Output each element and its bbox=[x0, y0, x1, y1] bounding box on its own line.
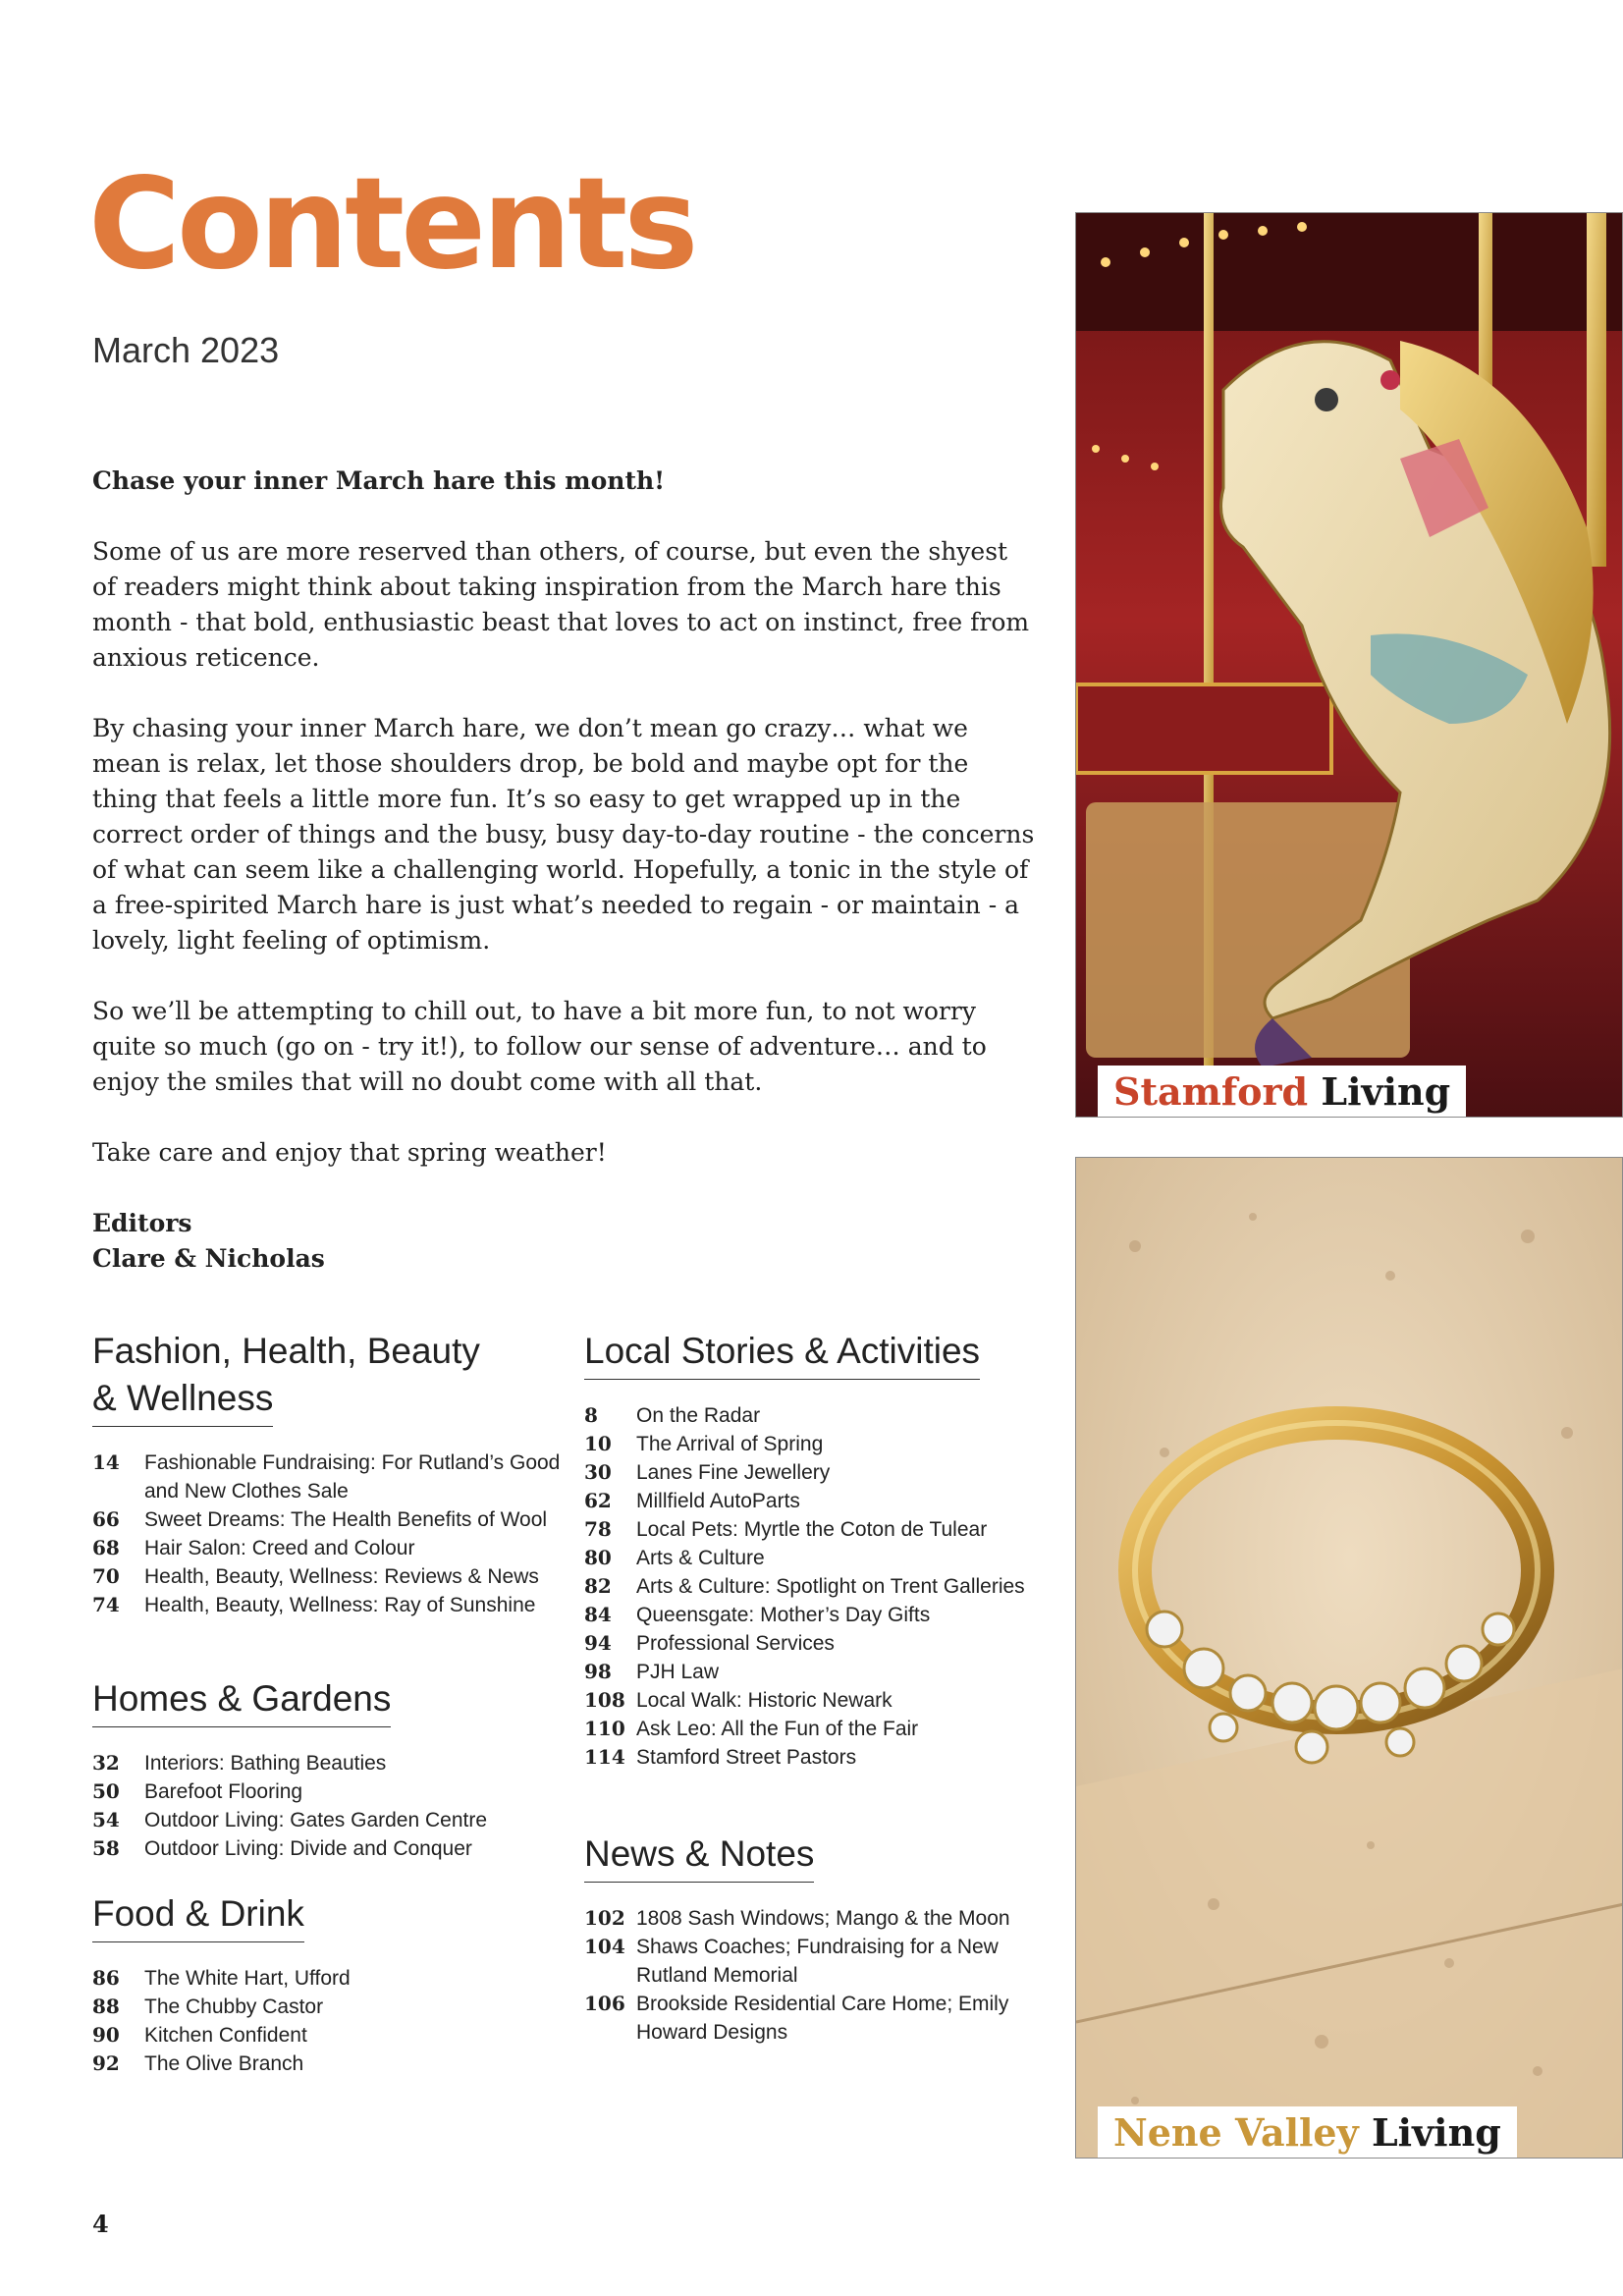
entry-title: Health, Beauty, Wellness: Ray of Sunshine bbox=[144, 1594, 536, 1616]
entry-page-number: 94 bbox=[584, 1631, 612, 1655]
section-heading: Food & Drink bbox=[92, 1890, 304, 1942]
section-heading: Homes & Gardens bbox=[92, 1675, 391, 1727]
entry-page-number: 58 bbox=[92, 1836, 120, 1860]
entry-page-number: 32 bbox=[92, 1751, 120, 1775]
section-heading: Local Stories & Activities bbox=[584, 1328, 980, 1380]
entry-title: Queensgate: Mother’s Day Gifts bbox=[636, 1604, 931, 1626]
contents-entry bbox=[92, 2050, 564, 2078]
entry-list bbox=[584, 1401, 1055, 1772]
entry-title: The Arrival of Spring bbox=[636, 1433, 824, 1455]
entry-page-number: 106 bbox=[584, 1992, 625, 2015]
contents-entry bbox=[92, 1834, 564, 1863]
letter-headline: Chase your inner March hare this month! bbox=[92, 466, 666, 495]
entry-title: Arts & Culture: Spotlight on Trent Galleries bbox=[636, 1575, 1025, 1598]
contents-entry bbox=[92, 1534, 564, 1562]
contents-entry bbox=[584, 1933, 1055, 1990]
entry-page-number: 78 bbox=[584, 1517, 612, 1541]
gold-ring-image bbox=[1076, 1158, 1623, 2159]
entry-page-number: 70 bbox=[92, 1564, 120, 1588]
entry-page-number: 88 bbox=[92, 1995, 120, 2018]
entry-page-number: 102 bbox=[584, 1906, 625, 1930]
entry-title: Interiors: Bathing Beauties bbox=[144, 1752, 387, 1775]
entry-title: Hair Salon: Creed and Colour bbox=[144, 1537, 415, 1559]
entry-title: Local Pets: Myrtle the Coton de Tulear bbox=[636, 1518, 988, 1541]
contents-entry bbox=[584, 1658, 1055, 1686]
entry-page-number: 68 bbox=[92, 1536, 120, 1559]
section-heading-line2: & Wellness bbox=[92, 1375, 273, 1427]
contents-entry bbox=[92, 1591, 564, 1619]
contents-entry bbox=[584, 1629, 1055, 1658]
entry-title: Lanes Fine Jewellery bbox=[636, 1461, 831, 1484]
contents-entry bbox=[584, 1572, 1055, 1601]
entry-title: The Chubby Castor bbox=[144, 1995, 324, 2018]
contents-entry bbox=[92, 1806, 564, 1834]
entry-page-number: 66 bbox=[92, 1507, 120, 1531]
contents-entry bbox=[92, 2021, 564, 2050]
contents-entry bbox=[92, 1964, 564, 1993]
entry-page-number: 8 bbox=[584, 1403, 598, 1427]
contents-entry bbox=[92, 1449, 564, 1505]
letter-paragraph: Some of us are more reserved than others, of course, but even the shyest of readers might think about taking inspiration from the March hare this month - that bold, enthusiastic beast that loves to act on instinct, free from anxious reticence. bbox=[92, 537, 1030, 672]
entry-title: The Olive Branch bbox=[144, 2052, 304, 2075]
entry-page-number: 90 bbox=[92, 2023, 120, 2047]
entry-list bbox=[92, 1749, 564, 1863]
entry-title: On the Radar bbox=[636, 1404, 761, 1427]
section-homes bbox=[92, 1675, 564, 1863]
stamford-living-label: Stamford Living bbox=[1098, 1066, 1466, 1117]
contents-entry bbox=[92, 1993, 564, 2021]
entry-page-number: 80 bbox=[584, 1546, 612, 1569]
entry-title: Barefoot Flooring bbox=[144, 1780, 303, 1803]
entry-page-number: 14 bbox=[92, 1450, 120, 1474]
contents-entry bbox=[584, 1544, 1055, 1572]
contents-entry bbox=[92, 1777, 564, 1806]
contents-entry bbox=[584, 1601, 1055, 1629]
signoff-names: Clare & Nicholas bbox=[92, 1244, 325, 1273]
section-heading: Fashion, Health, Beauty bbox=[92, 1331, 480, 1371]
contents-entry bbox=[584, 1430, 1055, 1458]
entry-page-number: 86 bbox=[92, 1966, 120, 1990]
entry-title: Stamford Street Pastors bbox=[636, 1746, 857, 1769]
entry-title: Outdoor Living: Divide and Conquer bbox=[144, 1837, 472, 1860]
entry-list bbox=[584, 1904, 1055, 2047]
entry-title: The White Hart, Ufford bbox=[144, 1967, 351, 1990]
contents-entry bbox=[92, 1562, 564, 1591]
entry-title: Sweet Dreams: The Health Benefits of Wool bbox=[144, 1508, 548, 1531]
entry-title: Health, Beauty, Wellness: Reviews & News bbox=[144, 1565, 539, 1588]
contents-entry bbox=[584, 1401, 1055, 1430]
entry-title: Professional Services bbox=[636, 1632, 835, 1655]
entry-title: Shaws Coaches; Fundraising for a New Rutland Memorial bbox=[636, 1936, 999, 1987]
nene-valley-living-label: Nene Valley Living bbox=[1098, 2106, 1517, 2158]
entry-title: Local Walk: Historic Newark bbox=[636, 1689, 893, 1712]
signoff-role: Editors bbox=[92, 1209, 192, 1237]
entry-title: Brookside Residential Care Home; Emily Howard Designs bbox=[636, 1993, 1009, 2044]
entry-page-number: 84 bbox=[584, 1603, 612, 1626]
contents-entry bbox=[584, 1515, 1055, 1544]
section-food bbox=[92, 1890, 564, 2078]
contents-entry bbox=[92, 1749, 564, 1777]
entry-page-number: 92 bbox=[92, 2051, 120, 2075]
letter-paragraph: Take care and enjoy that spring weather! bbox=[92, 1138, 607, 1167]
contents-entry bbox=[584, 1715, 1055, 1743]
carousel-photo bbox=[1075, 212, 1623, 1118]
entry-page-number: 10 bbox=[584, 1432, 612, 1455]
section-heading: News & Notes bbox=[584, 1831, 814, 1883]
entry-title: Arts & Culture bbox=[636, 1547, 765, 1569]
contents-entry bbox=[92, 1505, 564, 1534]
entry-title: Millfield AutoParts bbox=[636, 1490, 800, 1512]
contents-entry bbox=[584, 1686, 1055, 1715]
contents-entry bbox=[584, 1743, 1055, 1772]
page-number: 4 bbox=[92, 2210, 109, 2238]
section-local bbox=[584, 1328, 1055, 1772]
entry-title: Fashionable Fundraising: For Rutland’s Good and New Clothes Sale bbox=[144, 1451, 561, 1503]
letter-paragraph: So we’ll be attempting to chill out, to have a bit more fun, to not worry quite so much (go on - try it!), to follow our sense of adventure… and to enjoy the smiles that will no doubt come with all that. bbox=[92, 997, 987, 1096]
ring-photo bbox=[1075, 1157, 1623, 2159]
contents-entry bbox=[584, 1990, 1055, 2047]
section-fashion bbox=[92, 1328, 564, 1619]
entry-page-number: 82 bbox=[584, 1574, 612, 1598]
entry-page-number: 104 bbox=[584, 1935, 625, 1958]
entry-title: 1808 Sash Windows; Mango & the Moon bbox=[636, 1907, 1010, 1930]
entry-page-number: 108 bbox=[584, 1688, 625, 1712]
carousel-horse-image bbox=[1076, 213, 1623, 1118]
entry-page-number: 74 bbox=[92, 1593, 120, 1616]
entry-page-number: 114 bbox=[584, 1745, 625, 1769]
issue-date: March 2023 bbox=[92, 330, 280, 370]
entry-title: Kitchen Confident bbox=[144, 2024, 307, 2047]
entry-page-number: 54 bbox=[92, 1808, 120, 1831]
section-news bbox=[584, 1831, 1055, 2047]
letter-paragraph: By chasing your inner March hare, we don’t mean go crazy… what we mean is relax, let those shoulders drop, be bold and maybe opt for the thing that feels a little more fun. It’s so easy to get wrapped up in the correct order of things and the busy, busy day-to-day routine - the concerns of what can seem like a challenging world. Hopefully, a tonic in the style of a free-spirited March hare is just what’s needed to regain - or maintain - a lovely, light feeling of optimism. bbox=[92, 714, 1035, 955]
entry-list bbox=[92, 1964, 564, 2078]
contents-entry bbox=[584, 1904, 1055, 1933]
entry-page-number: 50 bbox=[92, 1779, 120, 1803]
contents-entry bbox=[584, 1487, 1055, 1515]
editors-letter bbox=[92, 464, 1035, 1277]
entry-page-number: 110 bbox=[584, 1717, 625, 1740]
entry-title: Outdoor Living: Gates Garden Centre bbox=[144, 1809, 488, 1831]
entry-title: Ask Leo: All the Fun of the Fair bbox=[636, 1718, 919, 1740]
contents-entry bbox=[584, 1458, 1055, 1487]
entry-page-number: 98 bbox=[584, 1660, 612, 1683]
page-title: Contents bbox=[88, 151, 695, 298]
entry-title: PJH Law bbox=[636, 1661, 720, 1683]
entry-page-number: 30 bbox=[584, 1460, 612, 1484]
entry-list bbox=[92, 1449, 564, 1619]
entry-page-number: 62 bbox=[584, 1489, 612, 1512]
